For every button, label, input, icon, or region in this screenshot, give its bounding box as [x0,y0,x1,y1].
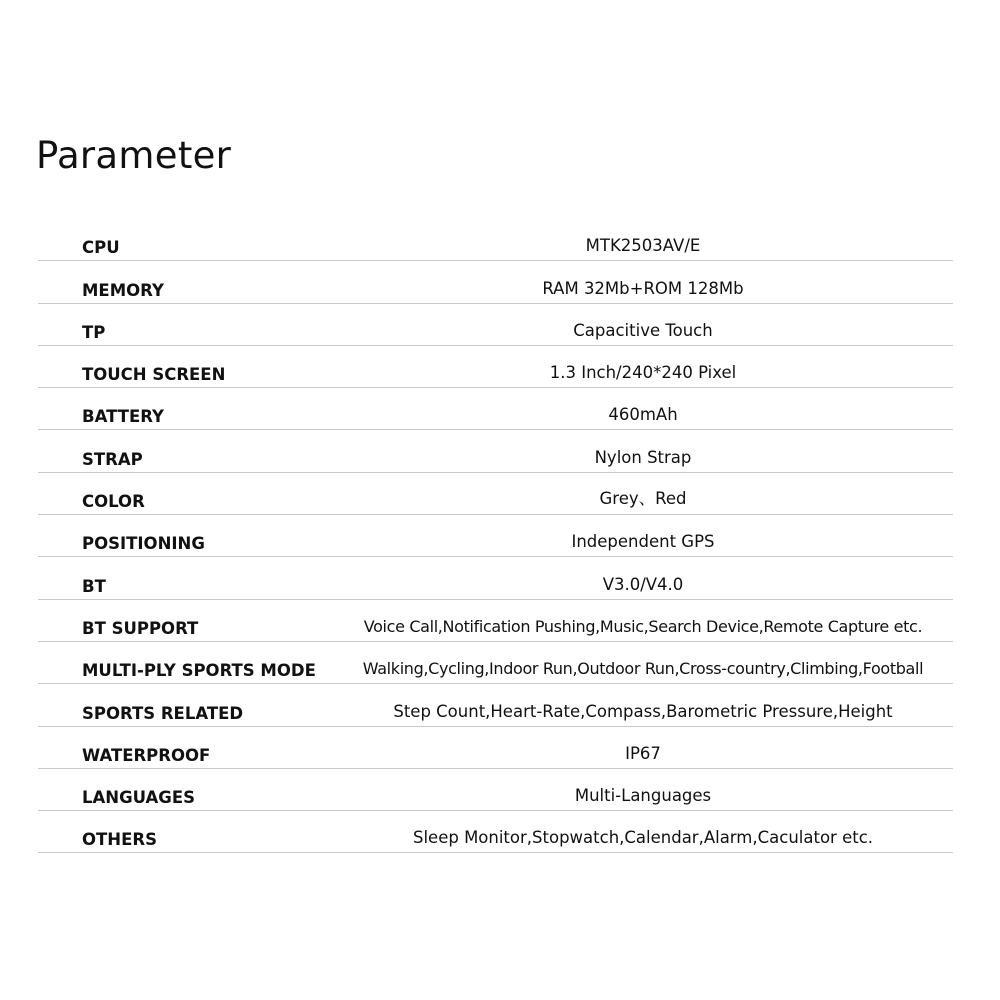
spec-label: STRAP [82,449,143,469]
spec-label: TP [82,322,106,342]
spec-value: 460mAh [608,405,678,425]
spec-value: V3.0/V4.0 [602,574,684,594]
spec-value: Sleep Monitor,Stopwatch,Calendar,Alarm,Caculator etc. [412,828,874,848]
spec-value: Multi-Languages [574,786,712,806]
spec-value: Voice Call,Notification Pushing,Music,Search Device,Remote Capture etc. [363,616,923,636]
spec-value: Nylon Strap [594,447,692,467]
spec-label: COLOR [82,492,145,512]
spec-value: Capacitive Touch [573,320,713,340]
spec-row-others [38,811,953,853]
spec-row-waterproof [38,727,953,769]
spec-row-strap [38,430,953,472]
spec-row-memory [38,261,953,303]
spec-value: MTK2503AV/E [585,236,701,256]
spec-row-positioning [38,515,953,557]
spec-label: SPORTS RELATED [82,703,244,723]
spec-label: BATTERY [82,407,164,427]
spec-value: Walking,Cycling,Indoor Run,Outdoor Run,Cross-country,Climbing,Football [362,659,924,679]
spec-value: Step Count,Heart-Rate,Compass,Barometric Pressure,Height [393,701,893,721]
spec-row-cpu [38,219,953,261]
page-title: Parameter [36,134,232,177]
spec-row-languages [38,769,953,811]
spec-row-multi-ply-sports-mode [38,642,953,684]
spec-value: RAM 32Mb+ROM 128Mb [542,278,744,298]
spec-value: 1.3 Inch/240*240 Pixel [549,363,737,383]
spec-label: MULTI-PLY SPORTS MODE [82,661,316,681]
spec-label: OTHERS [82,830,157,850]
spec-label: WATERPROOF [82,745,211,765]
spec-label: CPU [82,238,120,258]
spec-label: MEMORY [82,280,164,300]
spec-label: LANGUAGES [82,788,195,808]
spec-value: IP67 [625,743,661,763]
spec-label: BT [82,576,106,596]
spec-row-color [38,473,953,515]
spec-row-battery [38,388,953,430]
spec-row-bt-support [38,600,953,642]
spec-value: Independent GPS [571,532,715,552]
spec-table [38,219,953,853]
spec-row-sports-related [38,684,953,726]
spec-row-bt [38,557,953,599]
spec-row-touch-screen [38,346,953,388]
spec-label: TOUCH SCREEN [82,365,226,385]
spec-value: Grey、Red [599,489,687,509]
spec-label: BT SUPPORT [82,618,199,638]
spec-row-tp [38,304,953,346]
spec-label: POSITIONING [82,534,205,554]
